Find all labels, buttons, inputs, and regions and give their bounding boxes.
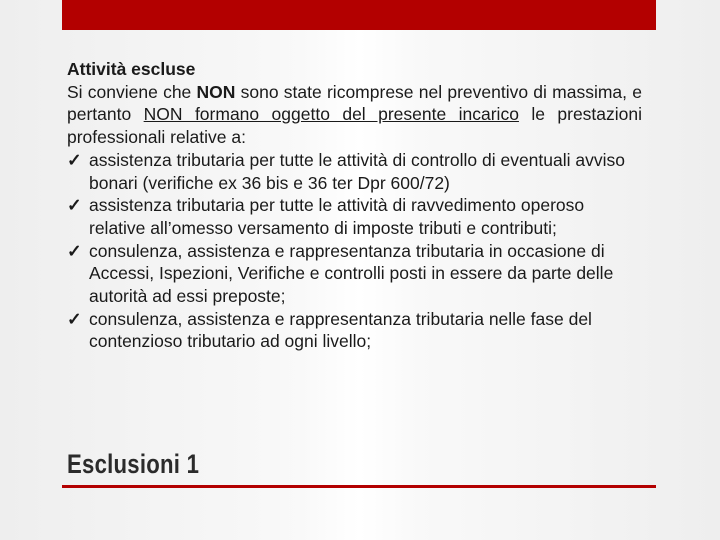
slide-content [67, 58, 642, 353]
list-item-text: consulenza, assistenza e rappresentanza tributaria nelle fase del contenzioso tributario ad ogni livello; [89, 308, 592, 352]
list-item [67, 308, 642, 353]
intro-text-2: sono state ricomprese nel preventivo di massima, e pertanto [67, 81, 642, 125]
intro-non-emphasis: NON [196, 81, 236, 102]
list-item-text: consulenza, assistenza e rappresentanza tributaria in occasione di Accessi, Ispezioni, Verifiche e controlli posti in essere da parte delle autorità ad essi preposte; [89, 240, 614, 307]
intro-text-1: Si conviene che [67, 81, 197, 102]
exclusions-list [67, 149, 642, 353]
list-item-text: assistenza tributaria per tutte le attività di ravvedimento operoso relative all’omesso versamento di imposte tributi e contributi; [89, 195, 585, 238]
check-mark-icon: ✓ [67, 195, 82, 216]
check-mark-icon: ✓ [67, 149, 82, 170]
intro-paragraph [67, 81, 642, 149]
intro-text-3: le prestazioni professionali relative a: [67, 104, 643, 148]
list-item [67, 240, 642, 308]
title-underline-rule [62, 485, 656, 488]
slide-title: Esclusioni 1 [67, 449, 200, 479]
check-mark-icon: ✓ [67, 240, 82, 261]
top-accent-bar [62, 0, 656, 30]
section-heading: Attività escluse [67, 59, 196, 79]
intro-underlined-text: NON formano oggetto del presente incarico [143, 104, 519, 125]
list-item [67, 194, 642, 239]
list-item [67, 149, 642, 194]
list-item-text: assistenza tributaria per tutte le attività di controllo di eventuali avviso bonari (verifiche ex 36 bis e 36 ter Dpr 600/72) [89, 149, 625, 193]
check-mark-icon: ✓ [67, 308, 82, 329]
